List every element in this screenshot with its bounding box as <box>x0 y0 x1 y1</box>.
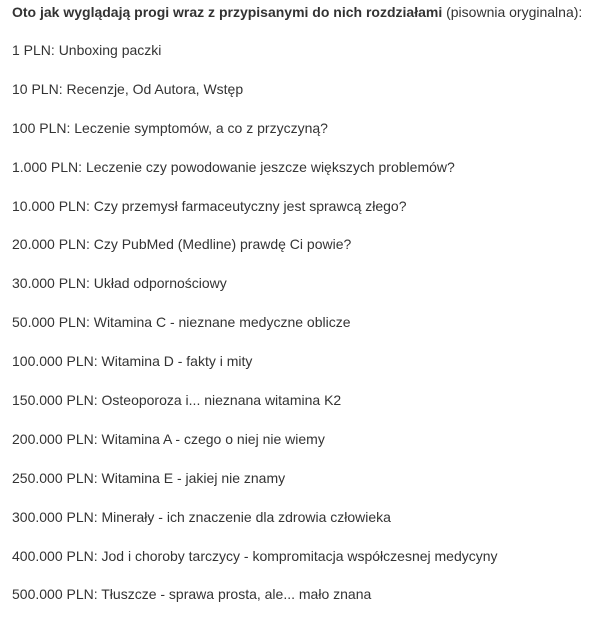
tier-item: 150.000 PLN: Osteoporoza i... nieznana witamina K2 <box>12 392 342 409</box>
tier-item: 10 PLN: Recenzje, Od Autora, Wstęp <box>12 80 244 97</box>
tier-item: 400.000 PLN: Jod i choroby tarczycy - kompromitacja współczesnej medycyny <box>12 547 498 564</box>
tier-item: 30.000 PLN: Układ odpornościowy <box>12 275 227 292</box>
intro-bold-text: Oto jak wyglądają progi wraz z przypisanymi do nich rozdziałami <box>12 4 443 20</box>
tier-item: 300.000 PLN: Minerały - ich znaczenie dla zdrowia człowieka <box>12 508 391 525</box>
intro-paragraph <box>12 3 582 21</box>
tier-item: 50.000 PLN: Witamina C - nieznane medyczne oblicze <box>12 314 351 331</box>
tier-item: 250.000 PLN: Witamina E - jakiej nie znamy <box>12 469 286 486</box>
tier-item: 10.000 PLN: Czy przemysł farmaceutyczny jest sprawcą złego? <box>12 197 407 214</box>
tier-item: 100.000 PLN: Witamina D - fakty i mity <box>12 353 253 370</box>
tier-item: 20.000 PLN: Czy PubMed (Medline) prawdę Ci powie? <box>12 236 352 253</box>
tier-item: 100 PLN: Leczenie symptomów, a co z przyczyną? <box>12 119 328 136</box>
tier-item: 1.000 PLN: Leczenie czy powodowanie jeszcze większych problemów? <box>12 158 455 175</box>
tier-item: 500.000 PLN: Tłuszcze - sprawa prosta, ale... mało znana <box>12 586 372 603</box>
tier-item: 200.000 PLN: Witamina A - czego o niej nie wiemy <box>12 430 325 447</box>
tier-list <box>12 41 498 624</box>
intro-normal-text: (pisownia oryginalna): <box>442 4 583 20</box>
tier-item: 1 PLN: Unboxing paczki <box>12 42 162 58</box>
